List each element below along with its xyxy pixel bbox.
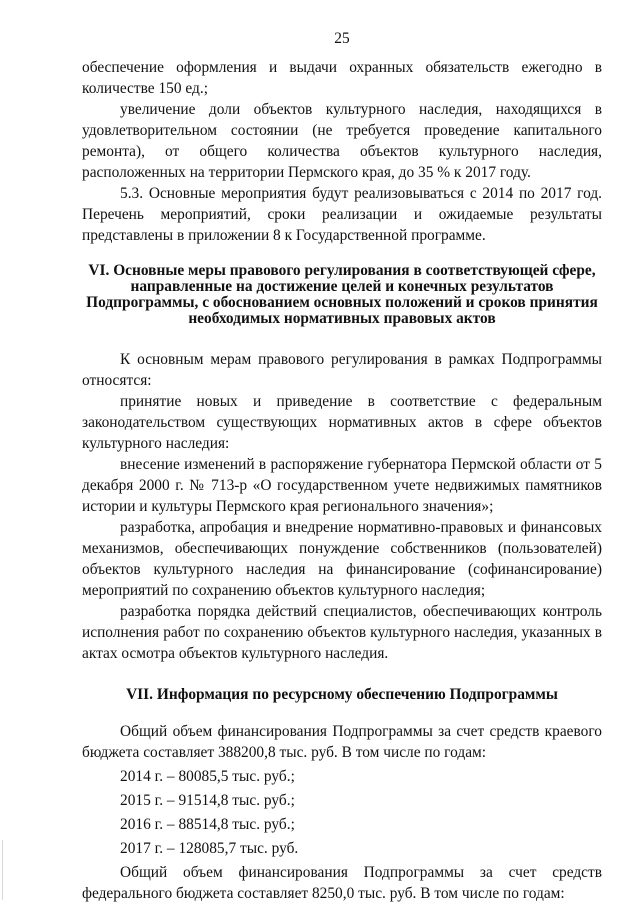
page-number: 25 (334, 30, 350, 47)
scan-edge-line (2, 840, 3, 900)
paragraph-heritage-condition: увеличение доли объектов культурного наследия, находящихся в удовлетворительном состоянии (не требуется проведение капитального ремонта), от общего количества объектов культурного наследия, расположенных на территории Пермского края, до 35 % к 2017 году. (82, 101, 602, 181)
paragraph-regional-budget: Общий объем финансирования Подпрограммы за счет средств краевого бюджета составляет 388200,8 тыс. руб. В том числе по годам: (82, 723, 602, 761)
paragraph-federal-budget: Общий объем финансирования Подпрограммы за счет средств федерального бюджета составляет 8250,0 тыс. руб. В том числе по годам: (82, 864, 602, 902)
paragraph-legal-measures-2: внесение изменений в распоряжение губернатора Пермской области от 5 декабря 2000 г. № 713-р «О государственном учете недвижимых памятников истории и культуры Пермского края регионального значения»; (82, 456, 602, 515)
paragraph-legal-measures-intro: К основным мерам правового регулирования в рамках Подпрограммы относятся: (82, 351, 602, 389)
document-page (82, 28, 602, 904)
paragraph-main-activities: 5.3. Основные мероприятия будут реализовываться с 2014 по 2017 год. Перечень мероприятий, сроки реализации и ожидаемые результаты представлены в приложении 8 к Государственной программе. (82, 185, 602, 244)
paragraph-legal-measures-3: разработка, апробация и внедрение нормативно-правовых и финансовых механизмов, обеспечивающих понуждение собственников (пользователей) объектов культурного наследия на финансирование (софинансирование) мероприятий по сохранению объектов культурного наследия; (82, 519, 602, 599)
year-amount-2016: 2016 г. – 88514,8 тыс. руб.; (120, 816, 295, 833)
year-amount-2017: 2017 г. – 128085,7 тыс. руб. (120, 840, 299, 857)
year-amount-2014: 2014 г. – 80085,5 тыс. руб.; (120, 768, 295, 785)
paragraph-legal-measures-1: принятие новых и приведение в соответствие с федеральным законодательством существующих нормативных актов в сфере объектов культурного наследия: (82, 393, 602, 452)
paragraph-protection-obligations: обеспечение оформления и выдачи охранных обязательств ежегодно в количестве 150 ед.; (82, 59, 602, 97)
section-7-title: VII. Информация по ресурсному обеспечению Подпрограммы (126, 686, 558, 703)
section-6-title: VI. Основные меры правового регулирования в соответствующей сфере, направленные на достижение целей и конечных результатов Подпрограммы, с обоснованием основных положений и сроков принятия необходимых нормативных правовых актов (86, 262, 598, 327)
year-amount-2015: 2015 г. – 91514,8 тыс. руб.; (120, 792, 295, 809)
paragraph-legal-measures-4: разработка порядка действий специалистов, обеспечивающих контроль исполнения работ по сохранению объектов культурного наследия, указанных в актах осмотра объектов культурного наследия. (82, 603, 602, 662)
